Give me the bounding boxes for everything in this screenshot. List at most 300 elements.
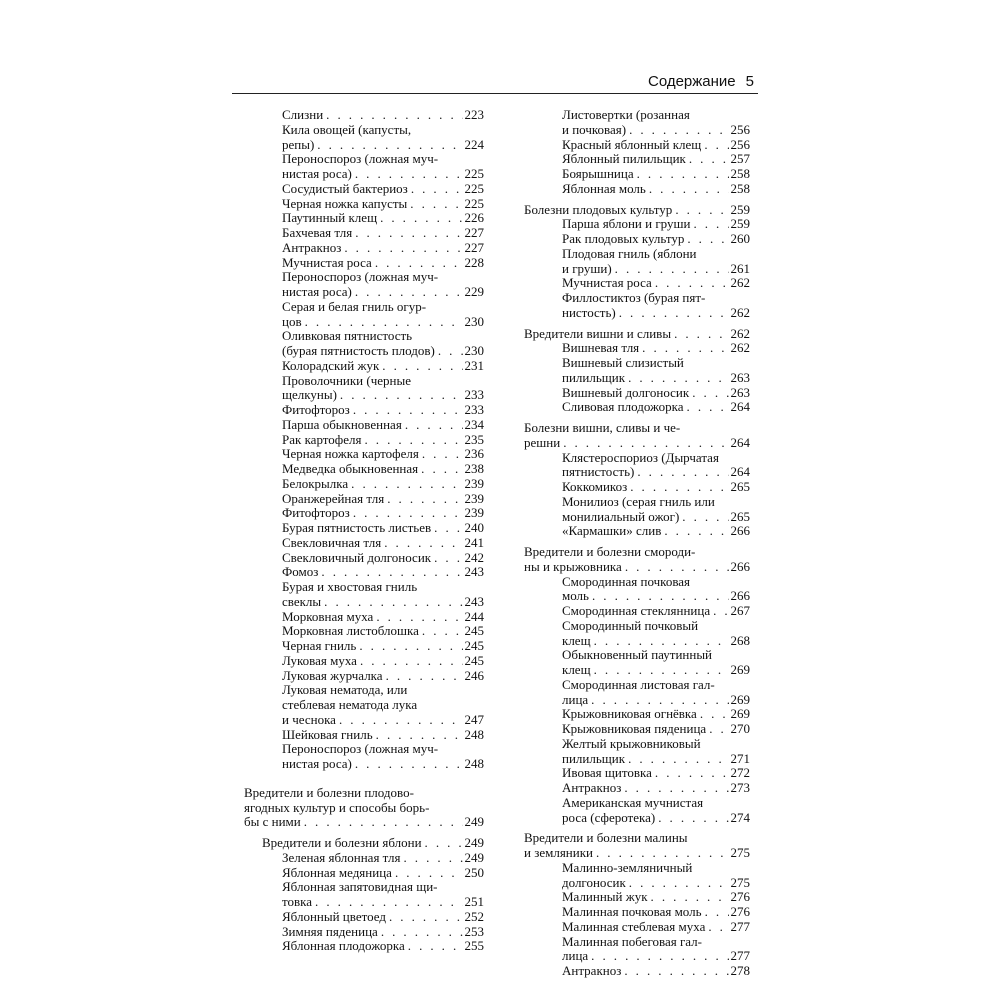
toc-page-number: 226	[464, 210, 484, 226]
toc-entry-title-line: Вредители и болезни плодово-	[244, 785, 414, 800]
toc-entry-last-line	[282, 344, 484, 359]
toc-entry	[524, 766, 750, 781]
toc-entry	[524, 524, 750, 539]
toc-page-number: 245	[464, 652, 484, 668]
toc-entry-title-line: Яблонный цветоед	[282, 908, 386, 924]
toc-page-number: 264	[730, 464, 750, 480]
toc-entry	[244, 108, 484, 123]
toc-entry-title-line: Черная гниль	[282, 638, 357, 653]
toc-entry-last-line	[282, 108, 484, 123]
toc-entry-title-line: Филлостиктоз (бурая пят-	[562, 291, 706, 305]
toc-entry-last-line	[282, 462, 484, 477]
toc-entry-title-line: Колорадский жук	[282, 357, 380, 373]
toc-entry	[524, 341, 750, 356]
toc-page-number: 239	[464, 490, 484, 506]
toc-page-number: 275	[730, 874, 750, 890]
toc-entry-title-line: Вишневый слизистый	[562, 356, 684, 370]
toc-entry-title-line: Оранжерейная тля	[282, 490, 385, 506]
toc-entry-title-line: Морковная листоблошка	[282, 623, 419, 639]
toc-entry-last-line	[562, 766, 750, 781]
toc-entry-last-line	[282, 388, 484, 403]
toc-page-number: 225	[464, 166, 484, 181]
toc-entry	[524, 678, 750, 708]
toc-page-number: 270	[730, 721, 750, 736]
toc-entry	[244, 270, 484, 300]
toc-entry-title-line: свеклы	[282, 593, 322, 609]
dot-leader	[352, 167, 463, 182]
toc-entry-title-line: Листовертки (розанная	[562, 108, 690, 122]
toc-entry-last-line	[524, 560, 750, 575]
toc-page-number: 261	[730, 260, 750, 276]
dot-leader	[401, 851, 463, 866]
toc-entry-title-line: Антракноз	[282, 239, 342, 255]
dot-leader	[348, 477, 462, 492]
toc-page-number: 249	[464, 814, 484, 830]
toc-entry	[244, 551, 484, 566]
toc-page-number: 267	[730, 603, 750, 618]
toc-entry	[524, 182, 750, 197]
toc-column-left	[244, 108, 484, 954]
dot-leader	[639, 341, 728, 356]
toc-entry-title-line: Смородинная почковая	[562, 574, 691, 589]
toc-entry-last-line	[562, 876, 750, 891]
toc-entry	[244, 359, 484, 374]
toc-entry	[244, 152, 484, 182]
toc-entry-title-line: стеблевая нематода лука	[282, 698, 418, 712]
dot-leader	[372, 256, 463, 271]
toc-entry-title-line: Бурая пятнистость листьев	[282, 520, 432, 535]
toc-entry-title-line: Луковая журчалка	[282, 667, 383, 683]
dot-leader	[379, 359, 462, 374]
toc-entry	[244, 492, 484, 507]
toc-entry-title-line: лица	[562, 948, 589, 964]
toc-entry	[244, 851, 484, 866]
dot-leader	[314, 138, 462, 153]
dot-leader	[373, 728, 463, 743]
toc-entry-title-line: нистость)	[562, 304, 616, 320]
toc-entry	[244, 610, 484, 625]
toc-entry-title-line: Фитофтороз	[282, 402, 350, 417]
toc-entry-last-line	[562, 634, 750, 649]
toc-entry-last-line	[562, 232, 750, 247]
toc-entry-title-line: Ивовая щитовка	[562, 765, 652, 781]
toc-entry-title-line: Мучнистая роса	[282, 254, 372, 270]
dot-leader	[435, 344, 463, 359]
toc-entry-last-line	[562, 920, 750, 935]
toc-entry	[524, 451, 750, 481]
toc-entry	[244, 211, 484, 226]
toc-entry-title-line: Парша обыкновенная	[282, 416, 402, 432]
toc-entry	[244, 580, 484, 610]
toc-entry-last-line	[562, 905, 750, 920]
toc-entry-title-line: нистая роса)	[282, 166, 352, 181]
toc-page-number: 240	[464, 520, 484, 535]
toc-page-number: 234	[464, 416, 484, 432]
toc-page-number: 242	[464, 549, 484, 565]
toc-entry	[244, 742, 484, 772]
toc-entry-title-line: Мучнистая роса	[562, 275, 652, 291]
dot-leader	[690, 217, 728, 232]
dot-leader	[621, 781, 728, 796]
toc-entry-last-line	[562, 465, 750, 480]
toc-section-heading	[524, 327, 750, 342]
dot-leader	[350, 403, 463, 418]
toc-page-number: 247	[464, 711, 484, 727]
toc-entry-last-line	[562, 524, 750, 539]
toc-entry	[244, 477, 484, 492]
toc-entry-last-line	[282, 624, 484, 639]
toc-page-number: 264	[730, 399, 750, 415]
toc-entry-title-line: Морковная муха	[282, 608, 374, 624]
toc-page-number: 268	[730, 632, 750, 648]
toc-entry	[244, 256, 484, 271]
toc-entry-last-line	[282, 910, 484, 925]
toc-entry	[244, 536, 484, 551]
toc-entry-title-line: Антракноз	[562, 963, 622, 978]
toc-entry	[524, 291, 750, 321]
toc-entry	[244, 226, 484, 241]
toc-entry	[244, 241, 484, 256]
toc-entry-last-line	[562, 752, 750, 767]
toc-entry	[524, 217, 750, 232]
toc-entry-title-line: Яблонная медяница	[282, 864, 392, 880]
toc-entry-title-line: Красный яблонный клещ	[562, 136, 702, 152]
toc-page-number: 266	[730, 523, 750, 539]
toc-entry-title-line: пятнистость)	[562, 464, 635, 480]
dot-leader	[702, 905, 729, 920]
dot-leader	[356, 639, 462, 654]
toc-entry-last-line	[282, 241, 484, 256]
toc-entry-title-line: Рак плодовых культур	[562, 231, 685, 246]
toc-page-number: 257	[730, 151, 750, 167]
toc-entry-last-line	[562, 123, 750, 138]
dot-leader	[652, 766, 729, 781]
dot-leader	[341, 241, 462, 256]
dot-leader	[634, 167, 729, 182]
toc-page-number: 258	[730, 166, 750, 181]
toc-entry-title-line: Американская мучнистая	[562, 795, 704, 810]
toc-page-number: 266	[730, 588, 750, 604]
toc-page-number: 276	[730, 904, 750, 919]
toc-entry-last-line	[562, 182, 750, 197]
toc-entry-last-line	[282, 521, 484, 536]
toc-entry-last-line	[282, 418, 484, 433]
toc-section-heading	[524, 545, 750, 575]
toc-entry-last-line	[282, 359, 484, 374]
toc-entry-last-line	[562, 371, 750, 386]
toc-entry-title-line: Пероноспороз (ложная муч-	[282, 270, 439, 285]
dot-leader	[625, 371, 728, 386]
dot-leader	[350, 506, 463, 521]
dot-leader	[373, 610, 462, 625]
toc-entry-last-line	[282, 851, 484, 866]
toc-page-number: 273	[730, 780, 750, 795]
toc-entry-last-line	[282, 728, 484, 743]
toc-entry-last-line	[282, 433, 484, 448]
toc-entry-last-line	[562, 964, 750, 979]
header-rule	[232, 93, 758, 94]
toc-entry-last-line	[562, 167, 750, 182]
dot-leader	[402, 418, 463, 433]
toc-entry-last-line	[562, 722, 750, 737]
toc-page-number: 250	[464, 864, 484, 880]
toc-page-number: 262	[730, 304, 750, 320]
toc-entry	[524, 648, 750, 678]
toc-section-heading	[244, 786, 484, 830]
toc-entry-title-line: Желтый крыжовниковый	[562, 736, 701, 751]
toc-entry-title-line: Боярышница	[562, 166, 634, 181]
toc-entry	[524, 935, 750, 965]
toc-entry	[524, 167, 750, 182]
toc-page-number: 269	[730, 691, 750, 707]
toc-entry-last-line	[562, 152, 750, 167]
toc-entry-title-line: Черная ножка картофеля	[282, 446, 419, 462]
toc-entry-last-line	[562, 949, 750, 964]
dot-leader	[407, 197, 462, 212]
toc-entry-title-line: Яблонная моль	[562, 180, 646, 196]
toc-page-number: 238	[464, 461, 484, 476]
toc-entry	[244, 654, 484, 669]
toc-entry-title-line: Белокрылка	[282, 475, 349, 491]
dot-leader	[318, 565, 462, 580]
toc-page-number: 231	[464, 357, 484, 373]
toc-entry-title-line: долгоносик	[562, 874, 626, 890]
dot-leader	[689, 386, 728, 401]
dot-leader	[361, 433, 462, 448]
toc-entry-last-line	[282, 315, 484, 330]
toc-entry-title-line: щелкуны)	[282, 387, 337, 403]
toc-entry	[244, 624, 484, 639]
toc-page-number: 244	[464, 608, 484, 624]
toc-entry-last-line	[282, 138, 484, 153]
toc-page-number: 236	[464, 446, 484, 462]
dot-leader	[705, 920, 728, 935]
toc-entry-title-line: ны и крыжовника	[524, 558, 622, 574]
toc-entry-title-line: Зимняя пяденица	[282, 923, 378, 939]
toc-entry-title-line: нистая роса)	[282, 756, 352, 771]
toc-entry-last-line	[524, 203, 750, 218]
dot-leader	[418, 462, 462, 477]
toc-page-number: 265	[730, 479, 750, 494]
toc-entry-title-line: роса (сферотека)	[562, 809, 656, 825]
toc-entry	[244, 447, 484, 462]
toc-entry-last-line	[562, 589, 750, 604]
toc-entry-title-line: Малинная побеговая гал-	[562, 934, 702, 949]
dot-leader	[321, 595, 462, 610]
toc-entry-title-line: нистая роса)	[282, 284, 352, 299]
toc-entry-title-line: Фомоз	[282, 564, 319, 580]
toc-entry	[244, 123, 484, 153]
toc-entry	[244, 182, 484, 197]
toc-entry	[244, 939, 484, 954]
toc-page-number: 245	[464, 638, 484, 653]
toc-entry	[244, 462, 484, 477]
toc-entry-title-line: Смородинная стеклянница	[562, 603, 711, 618]
dot-leader	[377, 211, 462, 226]
toc-entry-title-line: Смородинная листовая гал-	[562, 677, 715, 692]
toc-entry-last-line	[562, 138, 750, 153]
toc-page-number: 255	[464, 938, 484, 954]
toc-page-number: 263	[730, 369, 750, 385]
toc-page-number: 272	[730, 765, 750, 781]
toc-entry-title-line: и чеснока	[282, 711, 336, 727]
toc-entry-title-line: Медведка обыкновенная	[282, 461, 419, 476]
toc-page-number: 229	[464, 284, 484, 299]
toc-page-number: 224	[464, 136, 484, 152]
toc-entry-title-line: Смородинный почковый	[562, 618, 699, 633]
toc-entry-last-line	[524, 846, 750, 861]
toc-entry-last-line	[282, 565, 484, 580]
toc-entry-last-line	[562, 341, 750, 356]
toc-page-number: 243	[464, 593, 484, 609]
toc-entry-last-line	[282, 610, 484, 625]
toc-entry-title-line: Сосудистый бактериоз	[282, 180, 408, 196]
toc-page-number: 259	[730, 201, 750, 217]
dot-leader	[383, 669, 463, 684]
toc-page-number: 249	[464, 849, 484, 865]
dot-leader	[381, 536, 462, 551]
toc-entry-last-line	[562, 480, 750, 495]
dot-leader	[302, 315, 463, 330]
toc-entry-last-line	[262, 836, 484, 851]
dot-leader	[661, 524, 728, 539]
dot-leader	[627, 480, 728, 495]
toc-entry-title-line: цов	[282, 313, 302, 329]
toc-entry-last-line	[282, 925, 484, 940]
toc-page-number: 262	[730, 325, 750, 341]
toc-entry-title-line: Вредители вишни и сливы	[524, 325, 672, 341]
toc-entry	[244, 866, 484, 881]
toc-entry	[244, 639, 484, 654]
toc-entry-title-line: Пероноспороз (ложная муч-	[282, 152, 439, 167]
toc-entry	[244, 925, 484, 940]
toc-entry-title-line: Сливовая плодожорка	[562, 399, 684, 415]
toc-page-number: 256	[730, 121, 750, 137]
toc-entry-title-line: Шейковая гниль	[282, 726, 373, 742]
running-header	[232, 74, 758, 94]
toc-page-number: 230	[464, 313, 484, 329]
toc-entry	[244, 433, 484, 448]
toc-page-number: 233	[464, 402, 484, 417]
toc-entry-title-line: Крыжовниковая огнёвка	[562, 706, 697, 722]
toc-entry-last-line	[282, 506, 484, 521]
toc-entry-last-line	[282, 477, 484, 492]
toc-entry-title-line: репы)	[282, 136, 315, 152]
toc-entry-title-line: Вредители и болезни смороди-	[524, 545, 696, 559]
toc-entry-title-line: Обыкновенный паутинный	[562, 648, 713, 663]
toc-entry-title-line: решни	[524, 434, 561, 450]
toc-entry	[524, 737, 750, 767]
toc-entry-title-line: Черная ножка капусты	[282, 195, 408, 211]
toc-entry-title-line: пилильщик	[562, 369, 626, 385]
dot-leader	[652, 276, 729, 291]
dot-leader	[386, 910, 463, 925]
toc-entry-title-line: Болезни вишни, сливы и че-	[524, 421, 681, 435]
dot-leader	[626, 123, 728, 138]
dot-leader	[710, 604, 728, 619]
toc-entry-last-line	[562, 306, 750, 321]
toc-entry-last-line	[562, 693, 750, 708]
toc-entry	[524, 386, 750, 401]
toc-entry	[244, 506, 484, 521]
toc-entry	[524, 138, 750, 153]
toc-entry	[524, 707, 750, 722]
toc-entry	[244, 565, 484, 580]
toc-entry-last-line	[282, 197, 484, 212]
toc-entry	[244, 683, 484, 727]
toc-page-number: 277	[730, 918, 750, 934]
toc-entry-last-line	[282, 866, 484, 881]
toc-entry-last-line	[562, 811, 750, 826]
toc-entry-last-line	[562, 262, 750, 277]
toc-column-right	[524, 108, 750, 979]
toc-entry	[524, 276, 750, 291]
toc-entry-title-line: Бурая и хвостовая гниль	[282, 580, 418, 594]
toc-entry-title-line: Вишневая тля	[562, 340, 640, 356]
toc-entry-title-line: Проволочники (черные	[282, 373, 411, 388]
dot-leader	[431, 521, 462, 536]
toc-entry	[524, 108, 750, 138]
toc-page-number: 225	[464, 180, 484, 196]
toc-entry-last-line	[562, 276, 750, 291]
toc-section-heading	[524, 421, 750, 451]
dot-leader	[405, 939, 463, 954]
toc-page-number: 262	[730, 275, 750, 291]
toc-page-number: 271	[730, 750, 750, 766]
toc-entry-title-line: Пероноспороз (ложная муч-	[282, 742, 439, 757]
dot-leader	[419, 624, 463, 639]
toc-entry-last-line	[562, 781, 750, 796]
dot-leader	[419, 447, 463, 462]
toc-entry	[244, 197, 484, 212]
toc-page-number: 277	[730, 948, 750, 964]
toc-entry-title-line: Болезни плодовых культур	[524, 201, 673, 217]
dot-leader	[701, 138, 728, 153]
toc-entry-title-line: Слизни	[282, 107, 324, 122]
toc-page-number: 256	[730, 136, 750, 152]
header-text	[648, 73, 754, 90]
toc-entry-title-line: ягодных культур и способы борь-	[244, 800, 430, 815]
toc-entry-title-line: Плодовая гниль (яблони	[562, 246, 697, 261]
toc-entry-last-line	[282, 669, 484, 684]
toc-entry-title-line: Паутинный клещ	[282, 210, 378, 226]
toc-entry	[524, 964, 750, 979]
toc-entry	[244, 300, 484, 330]
dot-leader	[591, 663, 729, 678]
toc-entry-title-line: Луковая нематода, или	[282, 683, 408, 698]
dot-leader	[392, 866, 463, 881]
dot-leader	[622, 560, 729, 575]
toc-entry-title-line: Монилиоз (серая гниль или	[562, 494, 715, 509]
toc-entry	[244, 403, 484, 418]
toc-entry-title-line: Клястероспориоз (Дырчатая	[562, 450, 719, 465]
toc-entry-last-line	[244, 815, 484, 830]
dot-leader	[593, 846, 729, 861]
dot-leader	[337, 388, 463, 403]
dot-leader	[626, 876, 729, 891]
toc-entry-title-line: «Кармашки» слив	[562, 523, 662, 539]
dot-leader	[634, 465, 728, 480]
dot-leader	[422, 836, 463, 851]
toc-entry	[244, 910, 484, 925]
toc-entry-last-line	[282, 895, 484, 910]
toc-entry-title-line: Вредители и болезни яблони	[262, 835, 422, 850]
dot-leader	[684, 232, 728, 247]
toc-entry	[524, 400, 750, 415]
toc-page-number: 259	[730, 216, 750, 232]
toc-entry	[244, 374, 484, 404]
toc-entry	[524, 604, 750, 619]
